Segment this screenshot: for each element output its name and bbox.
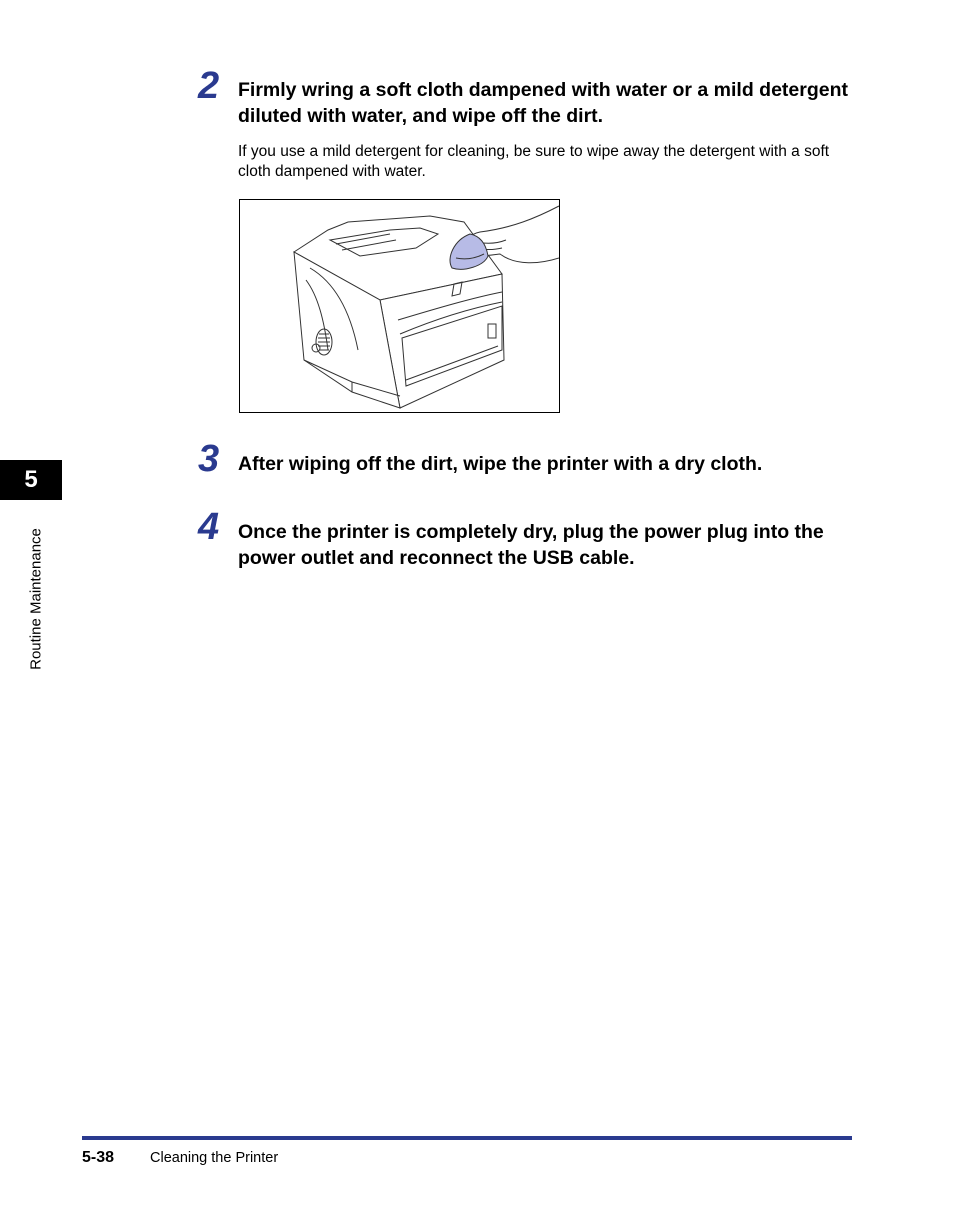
printer-cleaning-drawing — [240, 200, 559, 412]
step-3-number: 3 — [198, 438, 220, 480]
chapter-tab: 5 — [0, 460, 62, 500]
step-2-instruction: Firmly wring a soft cloth dampened with water or a mild detergent diluted with water, and wipe off the dirt. — [238, 79, 849, 127]
step-4-number: 4 — [198, 506, 220, 548]
page-number: 5-38 — [82, 1149, 115, 1166]
step-2-note: If you use a mild detergent for cleaning, be sure to wipe away the detergent with a soft cloth dampened with water. — [238, 143, 830, 180]
footer-rule — [82, 1136, 852, 1140]
printer-wiping-illustration — [239, 199, 560, 413]
step-4-instruction: Once the printer is completely dry, plug the power plug into the power outlet and reconnect the USB cable. — [238, 521, 824, 569]
step-2-number: 2 — [198, 65, 220, 107]
chapter-title-vertical: Routine Maintenance — [27, 528, 45, 670]
footer-section-title: Cleaning the Printer — [150, 1150, 279, 1166]
step-3-instruction: After wiping off the dirt, wipe the printer with a dry cloth. — [238, 453, 763, 475]
